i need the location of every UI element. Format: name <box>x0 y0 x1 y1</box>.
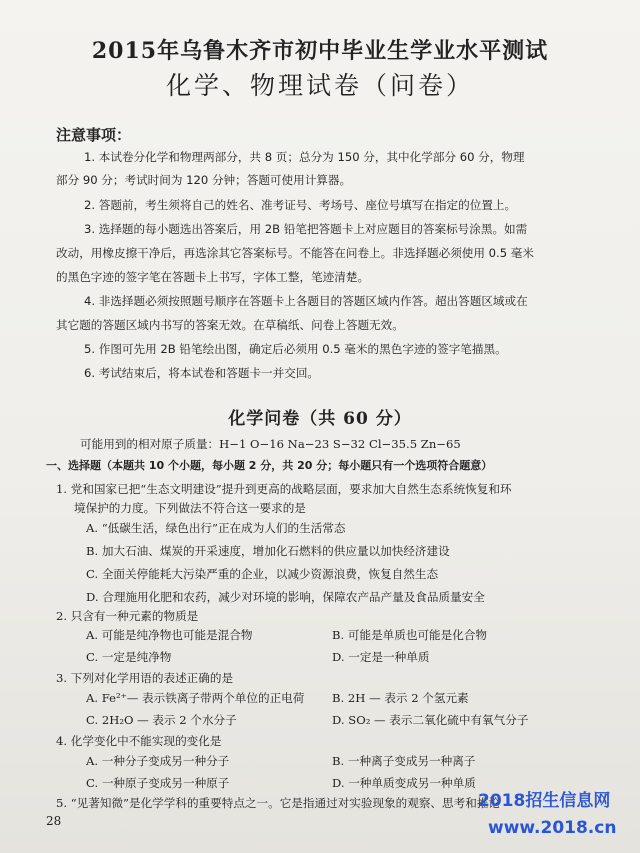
notice-line: 3. 选择题的每小题选出答案后，用 2B 铅笔把答题卡上对应题目的答案标号涂黑。如需 <box>84 222 528 236</box>
q3-option-c: C. 2H₂O — 表示 2 个水分子 <box>86 713 237 727</box>
q3-option-b: B. 2H — 表示 2 个氢元素 <box>332 691 469 705</box>
q2-option-d: D. 一定是一种单质 <box>332 650 430 664</box>
watermark-text: 2018招生信息网 <box>478 791 611 811</box>
q3-option-d: D. SO₂ — 表示二氧化硫中有氧气分子 <box>332 713 529 727</box>
notice-line: 2. 答题前，考生须将自己的姓名、准考证号、考场号、座位号填写在指定的位置上。 <box>84 198 517 212</box>
notice-line: 5. 作图可先用 2B 铅笔绘出图，确定后必须用 0.5 毫米的黑色字迹的签字笔描黑。 <box>84 342 507 356</box>
q1-option-c: C. 全面关停能耗大污染严重的企业，以减少资源浪费，恢复自然生态 <box>86 567 439 581</box>
question-5-stem: 5. “见著知微”是化学学科的重要特点之一。它是指通过对实验现象的观察、思考和推论 <box>56 796 500 810</box>
exam-subtitle: 化学、物理试卷（问卷） <box>165 71 474 100</box>
question-1-stem: 1. 党和国家已把“生态文明建设”提升到更高的战略层面，要求加大自然生态系统恢复和环 <box>56 482 512 496</box>
question-4-stem: 4. 化学变化中不能实现的变化是 <box>56 734 222 748</box>
q2-option-a: A. 可能是纯净物也可能是混合物 <box>86 628 253 642</box>
notice-line: 改动，用橡皮擦干净后，再选涂其它答案标号。不能答在问卷上。非选择题必须使用 0.5 毫米 <box>56 246 534 260</box>
q1-option-d: D. 合理施用化肥和农药，减少对环境的影响，保障农产品产量及食品质量安全 <box>86 590 485 604</box>
q2-option-b: B. 可能是单质也可能是化合物 <box>332 628 488 642</box>
question-3-stem: 3. 下列对化学用语的表述正确的是 <box>56 671 234 685</box>
page-number: 28 <box>46 814 62 828</box>
notice-line: 6. 考试结束后，将本试卷和答题卡一并交回。 <box>84 366 320 380</box>
notice-line: 部分 90 分；考试时间为 120 分钟；答题可使用计算器。 <box>56 173 352 187</box>
q4-option-c: C. 一种原子变成另一种原子 <box>86 776 230 790</box>
notice-line: 其它题的答题区域内书写的答案无效。在草稿纸、问卷上答题无效。 <box>56 318 404 332</box>
q1-option-b: B. 加大石油、煤炭的开采速度，增加化石燃料的供应量以加快经济建设 <box>86 544 450 558</box>
q2-option-c: C. 一定是纯净物 <box>86 650 172 664</box>
watermark-url: www.2018.cn <box>488 818 617 838</box>
notice-line: 的黑色字迹的签字笔在答题卡上书写，字体工整，笔迹清楚。 <box>56 270 370 284</box>
q3-option-a: A. Fe²⁺— 表示铁离子带两个单位的正电荷 <box>86 691 305 705</box>
q4-option-d: D. 一种单质变成另一种单质 <box>332 776 476 790</box>
q4-option-b: B. 一种离子变成另一种离子 <box>332 754 476 768</box>
question-2-stem: 2. 只含有一种元素的物质是 <box>56 609 199 623</box>
section-title: 化学问卷（共 60 分） <box>228 409 412 429</box>
notice-line: 4. 非选择题必须按照题号顺序在答题卡上各题目的答题区域内作答。超出答题区域或在 <box>84 294 528 308</box>
exam-title: 2015年乌鲁木齐市初中毕业生学业水平测试 <box>91 38 549 64</box>
q1-option-a: A. “低碳生活，绿色出行”正在成为人们的生活常态 <box>86 521 346 535</box>
question-1-stem: 境保护的力度。下列做法不符合这一要求的是 <box>74 501 306 515</box>
notice-line: 1. 本试卷分化学和物理两部分，共 8 页；总分为 150 分，其中化学部分 60 分，物理 <box>84 150 525 164</box>
atomic-masses: 可能用到的相对原子质量：H−1 O−16 Na−23 S−32 Cl−35.5 Zn−65 <box>80 437 461 451</box>
part-heading: 一、选择题（本题共 10 个小题，每小题 2 分，共 20 分；每小题只有一个选项符合题意） <box>46 459 493 472</box>
notice-heading: 注意事项： <box>56 126 132 144</box>
q4-option-a: A. 一种分子变成另一种分子 <box>86 754 230 768</box>
